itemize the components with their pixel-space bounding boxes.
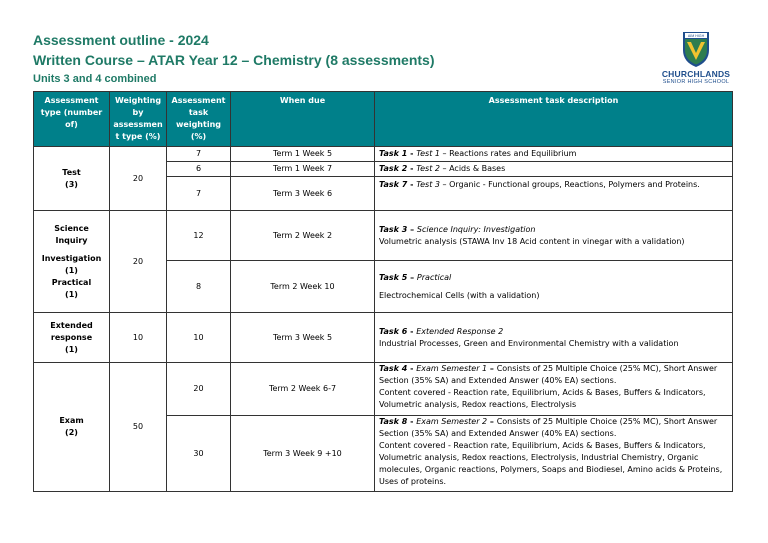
table-header-row: [34, 92, 733, 147]
task-weight: 10: [167, 313, 231, 363]
group-investigation-count: (1): [65, 265, 78, 275]
group-exam-label: Exam: [59, 416, 84, 425]
group-investigation-label: Investigation: [41, 253, 102, 263]
group-exam: [34, 363, 110, 492]
task-label: Task 8: [379, 417, 408, 426]
group-exam-count: (2): [65, 428, 78, 437]
task-description: Task 5 – Practical Electrochemical Cells (with a validation): [375, 261, 733, 313]
group-extended-response: [34, 313, 110, 363]
school-logo: [660, 30, 732, 92]
task-weight: 8: [167, 261, 231, 313]
task-desc: Consists of 25 Multiple Choice (25% MC), Short Answer Section (35% SA) and Extended Answer (40% EA) sections.: [379, 364, 718, 385]
group-extended-weight: 10: [110, 313, 167, 363]
task-description: Task 2 - Test 2 – Acids & Bases: [375, 162, 733, 177]
task-label: Task 4: [379, 364, 408, 373]
table-row: [34, 313, 733, 363]
task-description: Task 3 – Science Inquiry: Investigation Volumetric analysis (STAWA Inv 18 Acid content in vinegar with a validation): [375, 211, 733, 261]
task-when: Term 1 Week 7: [231, 162, 375, 177]
task-desc: Acids & Bases: [449, 164, 506, 173]
task-description: Task 8 - Exam Semester 2 – Consists of 25 Multiple Choice (25% MC), Short Answer Section (35% SA) and Extended Answer (40% EA) sections. Content covered - Reaction rate, Equilibrium, Acids & Bases, Buffers & Indicators, Volumetric analysis, Redox reactions, Electrolysis, Industrial Chemistry, Organic molecules, Organic reactions, Polymers, Soaps and Biodiesel, Amino acids & Proteins, Uses of proteins.: [375, 416, 733, 492]
task-content: Content covered - Reaction rate, Equilibrium, Acids & Bases, Buffers & Indicators, Volumetric analysis, Redox reactions, Electrolysis, Industrial Chemistry, Organic molecules, Organic reactions, Polymers, Soaps and Biodiesel, Amino acids & Proteins, Uses of proteins.: [379, 441, 723, 486]
group-exam-weight: 50: [110, 363, 167, 492]
task-when: Term 3 Week 5: [231, 313, 375, 363]
header-task-weighting: Assessment task weighting (%): [167, 92, 231, 147]
logo-motto: AIM HIGH: [687, 34, 705, 38]
table-row: [34, 211, 733, 261]
task-name: Exam Semester 1: [416, 364, 488, 373]
group-test-label: Test: [62, 167, 81, 177]
task-description: Task 1 - Test 1 – Reactions rates and Equilibrium: [375, 147, 733, 162]
table-row: [34, 363, 733, 416]
task-name: Extended Response 2: [416, 326, 504, 336]
header-description: Assessment task description: [375, 92, 733, 147]
group-extended-count: (1): [65, 344, 78, 354]
task-label: Task 7: [379, 180, 408, 189]
task-description: Task 4 - Exam Semester 1 – Consists of 25 Multiple Choice (25% MC), Short Answer Section (35% SA) and Extended Answer (40% EA) sections. Content covered - Reaction rate, Equilibrium, Acids & Bases, Buffers & Indicators, Volumetric analysis, Redox reactions, Electrolysis: [375, 363, 733, 416]
group-extended-label: Extended response: [50, 320, 93, 342]
task-weight: 7: [167, 177, 231, 211]
task-desc: Volumetric analysis (STAWA Inv 18 Acid content in vinegar with a validation): [379, 236, 685, 246]
task-description: Task 6 - Extended Response 2 Industrial Processes, Green and Environmental Chemistry with a validation: [375, 313, 733, 363]
group-science-label: Science Inquiry: [54, 223, 89, 245]
task-desc: Electrochemical Cells (with a validation): [379, 290, 540, 300]
task-when: Term 2 Week 10: [231, 261, 375, 313]
task-name: Science Inquiry: Investigation: [416, 224, 536, 234]
header-weighting-type: Weighting by assessmen t type (%): [110, 92, 167, 147]
task-description: Task 7 - Test 3 – Organic - Functional groups, Reactions, Polymers and Proteins.: [375, 177, 733, 211]
task-weight: 7: [167, 147, 231, 162]
task-weight: 12: [167, 211, 231, 261]
assessment-table: [33, 91, 733, 492]
group-test-weight: 20: [110, 147, 167, 211]
task-weight: 6: [167, 162, 231, 177]
logo-school-name: CHURCHLANDS: [661, 69, 731, 79]
task-label: Task 5: [379, 272, 408, 282]
group-test-count: (3): [65, 179, 78, 189]
group-test: [34, 147, 110, 211]
task-name: Exam Semester 2: [416, 417, 488, 426]
page-subtitle: Written Course – ATAR Year 12 – Chemistry (8 assessments): [33, 52, 435, 68]
task-name: Test 3: [416, 180, 440, 189]
task-label: Task 1: [379, 149, 408, 158]
task-when: Term 2 Week 6-7: [231, 363, 375, 416]
task-when: Term 3 Week 6: [231, 177, 375, 211]
task-name: Practical: [416, 272, 452, 282]
task-label: Task 2: [379, 164, 408, 173]
group-practical-count: (1): [65, 289, 78, 299]
task-weight: 30: [167, 416, 231, 492]
task-name: Test 1: [416, 149, 440, 158]
task-name: Test 2: [416, 164, 440, 173]
task-desc: Industrial Processes, Green and Environmental Chemistry with a validation: [379, 338, 679, 348]
header-assessment-type: Assessment type (number of): [34, 92, 110, 147]
task-label: Task 3: [379, 224, 408, 234]
header-when-due: When due: [231, 92, 375, 147]
table-row: [34, 147, 733, 162]
group-science-inquiry: [34, 211, 110, 313]
task-weight: 20: [167, 363, 231, 416]
logo-school-subtitle: SENIOR HIGH SCHOOL: [662, 79, 730, 85]
task-desc: Reactions rates and Equilibrium: [449, 149, 577, 158]
task-content: Content covered - Reaction rate, Equilibrium, Acids & Bases, Buffers & Indicators, Volumetric analysis, Redox reactions, Electrolysis: [379, 388, 706, 409]
task-when: Term 1 Week 5: [231, 147, 375, 162]
group-science-weight: 20: [110, 211, 167, 313]
task-desc: Organic - Functional groups, Reactions, Polymers and Proteins.: [449, 180, 700, 189]
task-desc: Consists of 25 Multiple Choice (25% MC), Short Answer Section (35% SA) and Extended Answer (40% EA) sections.: [379, 417, 718, 438]
page-title: Assessment outline - 2024: [33, 32, 209, 48]
units-label: Units 3 and 4 combined: [33, 73, 157, 85]
school-crest-icon: [681, 30, 711, 68]
task-label: Task 6: [379, 326, 408, 336]
task-when: Term 2 Week 2: [231, 211, 375, 261]
group-practical-label: Practical: [51, 277, 92, 287]
task-when: Term 3 Week 9 +10: [231, 416, 375, 492]
